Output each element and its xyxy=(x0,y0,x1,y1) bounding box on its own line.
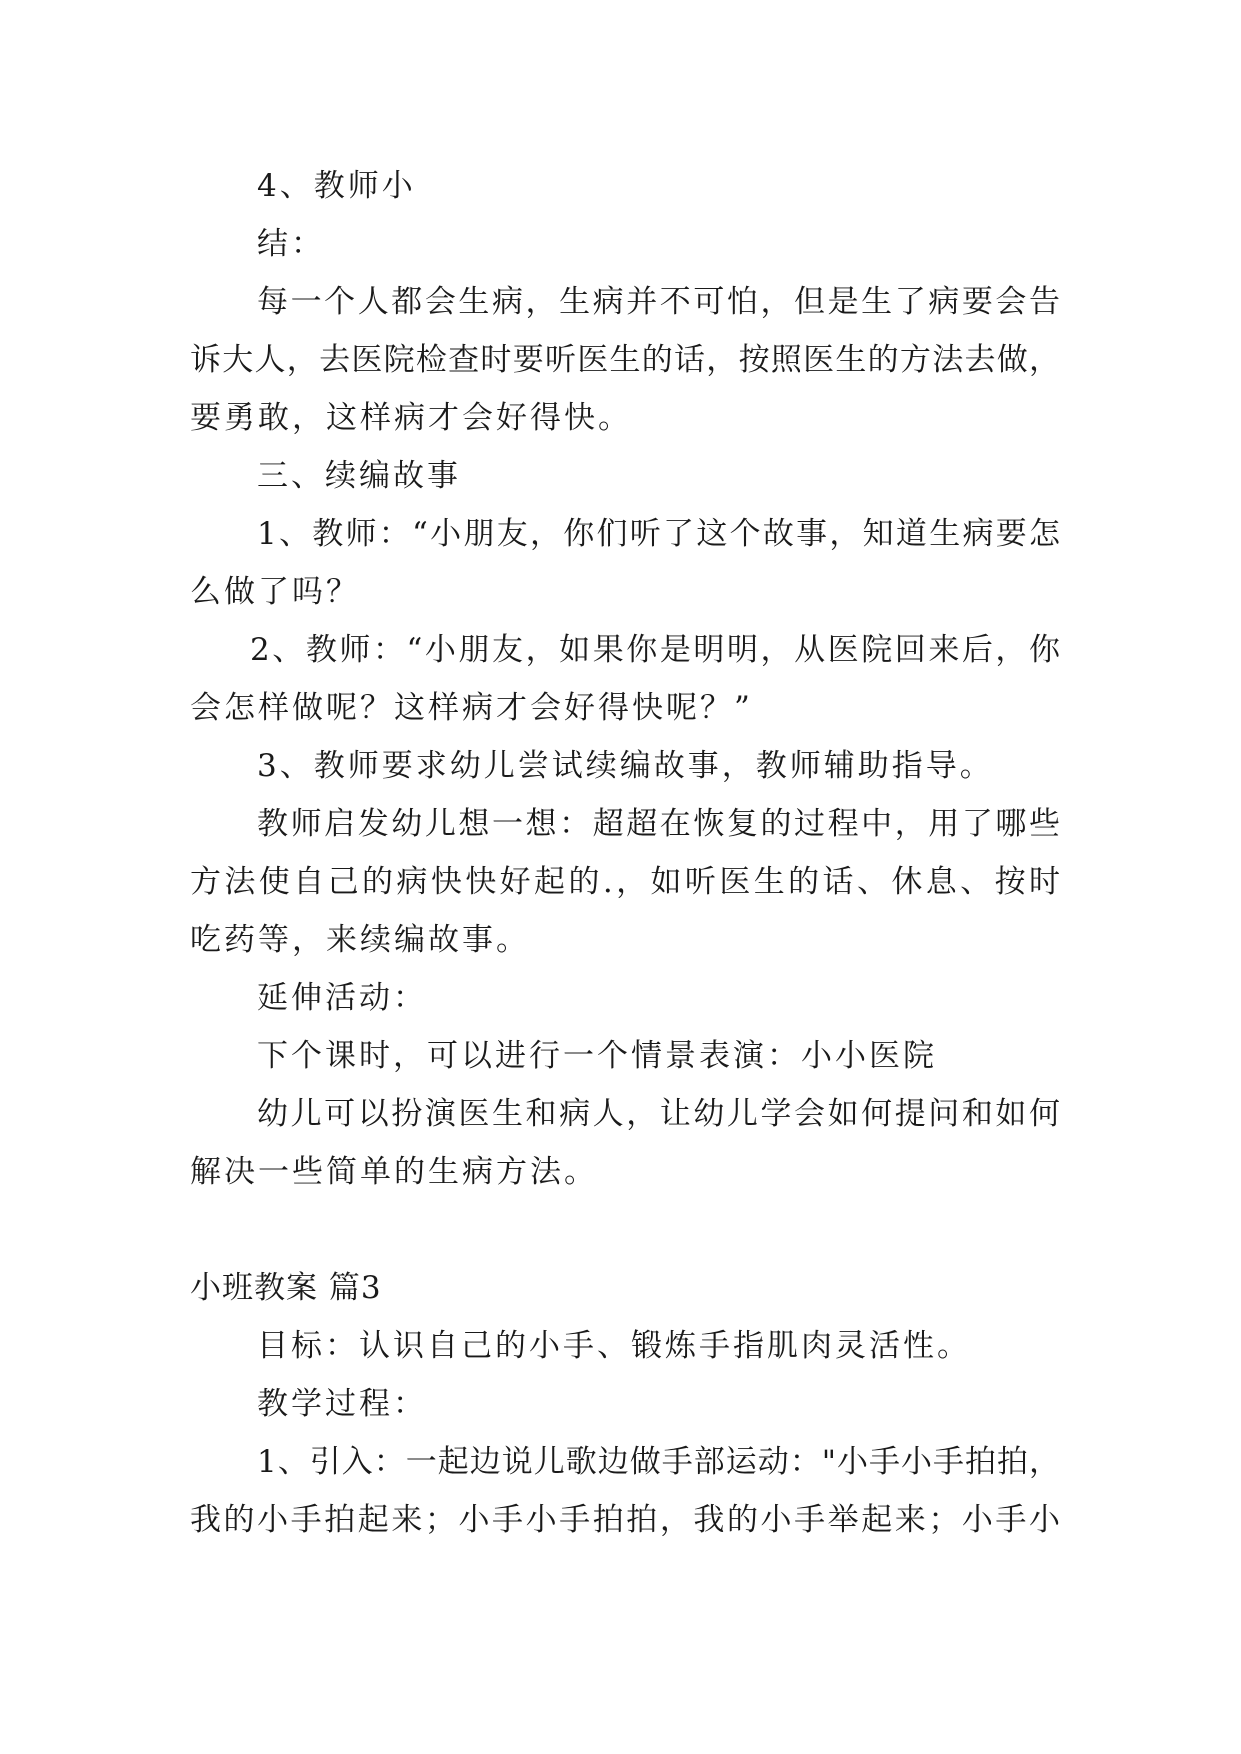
text-line: 方法使自己的病快快好起的.，如听医生的话、休息、按时 xyxy=(190,864,1060,900)
text-line: 吃药等，来续编故事。 xyxy=(190,922,530,958)
text-line: 4、教师小 xyxy=(257,168,416,204)
text-line: 延伸活动： xyxy=(257,980,427,1016)
text-line: 结： xyxy=(257,226,325,262)
section-title: 小班教案 篇3 xyxy=(190,1270,382,1306)
text-line: 1、引入：一起边说儿歌边做手部运动："小手小手拍拍， xyxy=(257,1444,1060,1480)
text-line: 教师启发幼儿想一想：超超在恢复的过程中，用了哪些 xyxy=(257,806,1060,842)
text-line: 3、教师要求幼儿尝试续编故事，教师辅助指导。 xyxy=(257,748,994,784)
text-line: 我的小手拍起来；小手小手拍拍，我的小手举起来；小手小 xyxy=(190,1502,1060,1538)
text-line: 解决一些简单的生病方法。 xyxy=(190,1154,598,1190)
text-line: 2、教师：“小朋友，如果你是明明，从医院回来后，你 xyxy=(250,632,1060,668)
text-line: 1、教师：“小朋友，你们听了这个故事，知道生病要怎 xyxy=(257,516,1060,552)
text-line: 要勇敢，这样病才会好得快。 xyxy=(190,400,632,436)
text-line: 会怎样做呢？这样病才会好得快呢？” xyxy=(190,690,753,726)
text-line: 目标：认识自己的小手、锻炼手指肌肉灵活性。 xyxy=(257,1328,971,1364)
text-line: 下个课时，可以进行一个情景表演：小小医院 xyxy=(257,1038,937,1074)
text-line: 么做了吗？ xyxy=(190,574,360,610)
text-line: 幼儿可以扮演医生和病人，让幼儿学会如何提问和如何 xyxy=(257,1096,1060,1132)
text-line: 教学过程： xyxy=(257,1386,427,1422)
section-heading: 三、续编故事 xyxy=(257,458,461,494)
text-line: 每一个人都会生病，生病并不可怕，但是生了病要会告 xyxy=(257,284,1060,320)
text-line: 诉大人，去医院检查时要听医生的话，按照医生的方法去做， xyxy=(190,342,1060,378)
